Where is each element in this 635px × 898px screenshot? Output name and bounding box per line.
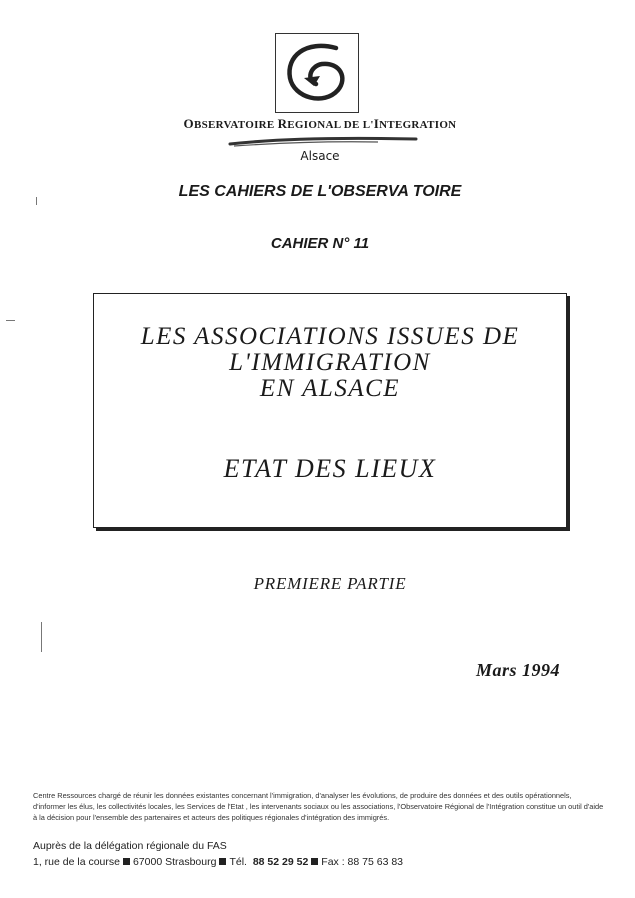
title-line: LES ASSOCIATIONS ISSUES DE [140,323,520,350]
title-line: EN ALSACE [259,375,401,402]
bullet-square-icon [123,858,130,865]
part-label: PREMIERE PARTIE [253,574,407,593]
bullet-square-icon [219,858,226,865]
brush-stroke-divider [228,134,418,148]
cahier-number: CAHIER N° 11 [270,235,370,252]
logo-emblem-icon [276,34,358,112]
logo [275,33,359,113]
series-title: LES CAHIERS DE L'OBSERVA TOIRE [178,183,462,200]
scan-mark [41,622,42,652]
scan-mark [36,197,37,205]
organization-name: OBSERVATOIRE REGIONAL DE L'INTEGRATION [183,116,457,131]
title-line: L'IMMIGRATION [229,349,431,376]
publication-date: Mars 1994 [475,660,560,680]
address-line-2: 1, rue de la course 67000 Strasbourg Tél. 88 52 29 52 Fax : 88 75 63 83 [33,856,404,868]
organization-description: Centre Ressources chargé de réunir les données existantes concernant l'immigration, d'analyser les évolutions, de produire des données et des outils opérationnels, d'informer les élus, les collectivités locales, les Services de l'Etat , les intervenants sociaux ou les associations, l'Observatoire Régional de l'Intégration constitue un outil d'aide à la décision pour l'ensemble des partenaires et acteurs des politiques régionales d'intégration des immigrés. [33,791,604,822]
region-label: Alsace [300,149,340,163]
address-line-1: Auprès de la délégation régionale du FAS [33,840,227,852]
title-box [93,293,567,528]
bullet-square-icon [311,858,318,865]
subtitle: ETAT DES LIEUX [223,454,437,483]
scan-mark [6,320,15,321]
